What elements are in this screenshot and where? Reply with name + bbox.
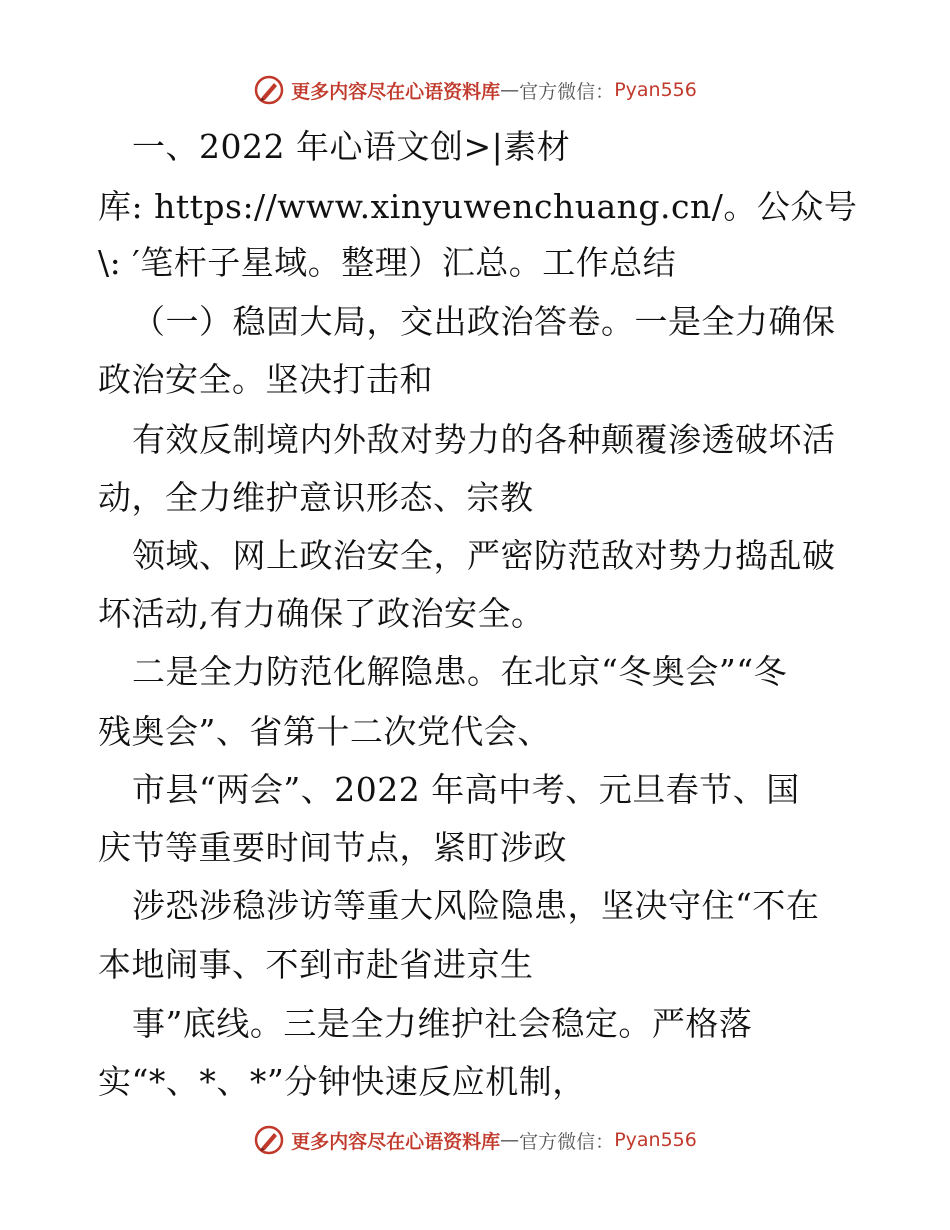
footer-watermark: [0, 1120, 950, 1160]
watermark-main-text: 更多内容尽在心语资料库: [291, 1130, 501, 1153]
text-line: \: ′笔杆子星域。整理）汇总。工作总结: [98, 243, 677, 282]
text-line: 事”底线。三是全力维护社会稳定。严格落: [132, 1004, 753, 1043]
pen-logo-icon: [253, 74, 285, 106]
text-line: 庆节等重要时间节点，紧盯涉政: [98, 828, 567, 867]
text-line: 库: https://www.xinyuwenchuang.cn/。公众号: [98, 187, 858, 226]
text-line: 残奥会”、省第十二次党代会、: [98, 712, 551, 751]
watermark-wechat-id: Pyan556: [614, 79, 697, 101]
text-line: 坏活动,有力确保了政治安全。: [98, 594, 545, 633]
text-line: 领域、网上政治安全，严密防范敌对势力捣乱破: [132, 536, 836, 575]
watermark-suffix: 官方微信：: [519, 1130, 615, 1153]
text-line: 动，全力维护意识形态、宗教: [98, 478, 534, 517]
text-line: 二是全力防范化解隐患。在北京“冬奥会”“冬: [132, 652, 788, 691]
text-line: 政治安全。坚决打击和: [98, 360, 433, 399]
watermark-separator: —: [500, 79, 520, 101]
text-line: （一）稳固大局，交出政治答卷。一是全力确保: [132, 302, 836, 341]
watermark-main-text: 更多内容尽在心语资料库: [291, 80, 501, 103]
watermark-wechat-id: Pyan556: [614, 1129, 697, 1151]
text-line: 实“*、*、*”分钟快速反应机制，: [98, 1062, 586, 1101]
text-line: 本地闹事、不到市赴省进京生: [98, 945, 534, 984]
watermark-suffix: 官方微信：: [519, 80, 615, 103]
text-line: 一、2022 年心语文创>|素材: [132, 127, 571, 166]
text-line: 涉恐涉稳涉访等重大风险隐患，坚决守住“不在: [132, 886, 820, 925]
watermark-separator: —: [500, 1129, 520, 1151]
text-line: 有效反制境内外敌对势力的各种颠覆渗透破坏活: [132, 420, 836, 459]
pen-logo-icon: [253, 1124, 285, 1156]
text-line: 市县“两会”、2022 年高中考、元旦春节、国: [132, 770, 800, 809]
header-watermark: [0, 70, 950, 110]
